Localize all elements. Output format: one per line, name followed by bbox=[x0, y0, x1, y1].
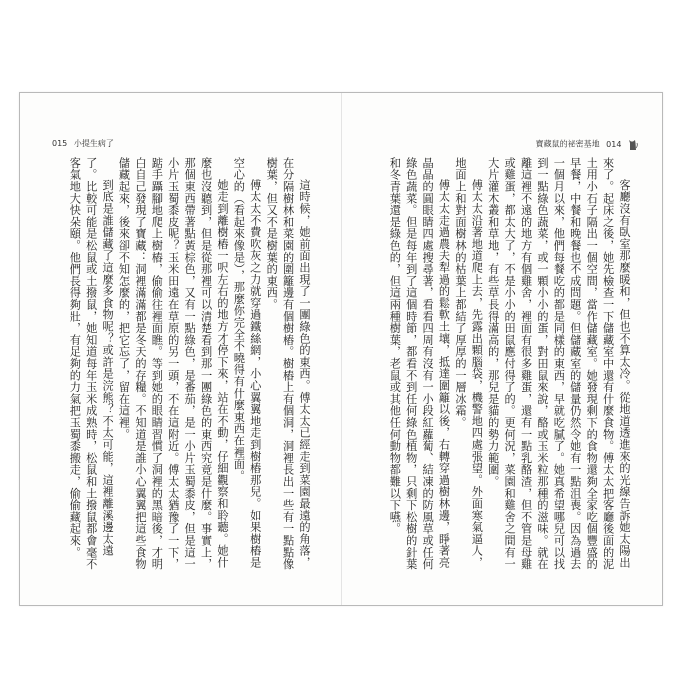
right-paragraph-1: 客廳沒有臥室那麼暖和，但也不算太冷。從地道透進來的光線告訴她太陽出來了。起床之後，她先檢查一下儲藏室中還有什麼食物。傅太太把客廳後面的泥土用小石子隔出一個空間，當作儲藏室。她發現剩下的食物還夠全家吃個豐盛的早餐，中餐和晚餐也不成問題。但儲藏室的儲量仍然令她有一點沮喪。因為過去一個月以來，他們每餐吃的都是同樣的東西，早就吃膩了。她真希望哪兒可以找到一點綠色蔬菜，或一顆小小的蛋，對田鼠來說，酪或玉米粒那種的滋味。就在離這裡不遠的地方有個雞舍，裡面有很多雞蛋，還有一點乳酪渣，但不管是母雞或雞蛋，都太大了，不是小小的田鼠應付得了的。更何況，菜園和雞舍之間有一大片灌木叢和草地，有些草長得滿高的，那兒是貓的勢力範圍。 bbox=[486, 157, 631, 570]
right-paragraph-2: 傅太太沿著地道爬上去，先露出顆腦袋，機警地四處張望。外面寒氣逼人，地面上和對面樹林的枯葉上都結了厚厚的一層冰霜。 bbox=[453, 157, 484, 569]
right-page-text bbox=[366, 157, 632, 577]
left-page-header bbox=[48, 137, 114, 151]
left-page-number: 015 bbox=[52, 139, 68, 148]
right-page bbox=[342, 93, 662, 605]
left-paragraph-1: 這時候，她前面出現了一團綠色的東西。傅太太已經走到菜園最遠的角落，在分隔樹林和菜園的圍籬邊有個樹樁。樹樁上有個洞，洞裡長出一些有一點點像樹葉，但又不是樹葉的東西。 bbox=[265, 157, 311, 570]
left-page bbox=[20, 93, 340, 605]
mouse-emblem-icon bbox=[628, 137, 638, 151]
book-spread bbox=[19, 92, 663, 606]
left-paragraph-2: 傅太太不費吹灰之力就穿過鐵絲網，小心翼翼地走到樹樁那兒。如果樹樁是空心的（看起來像是），那麼你完全不曉得有什麼東西在裡面。 bbox=[232, 157, 262, 569]
right-paragraph-3: 傅太太走過農夫犁過的鬆軟土壤，抵達圍籬以後，右轉穿過樹林邊，睜著亮晶晶的圓眼睛四處搜尋著，看看四周有沒有一小段紅蘿蔔、結凍的防風草或任何綠色蔬菜。但是每年到了這個時節，都看不到任何綠色植物，只剩下松樹的針葉和冬青葉還是綠色的，但這兩種樹葉，老鼠或其他任何動物都難以下嚥。 bbox=[388, 157, 451, 570]
left-running-title: 小提生病了 bbox=[73, 139, 114, 148]
left-page-text bbox=[50, 157, 312, 577]
left-paragraph-3: 她走到離樹樁一呎左右的地方才停下來，站在不動，仔細觀察和聆聽。她什麼也沒聽到，但是從那裡可以清楚看到那一團綠色的東西究竟是什麼。事實上，那個東西帶著點黃棕色，又有一點綠色，是番茄，是一小片玉蜀黍皮，但是這一小片玉蜀黍皮呢？玉米田遠在草原的另一頭，不在這附近。傅太太猶豫了一下，踮手躡腳地爬上樹樁，偷偷往裡面瞧。等到她的眼睛習慣了洞裡的黑暗後，才明白自己發現了寶藏：洞裡滿滿都是冬天的存糧。不知道是誰小心翼翼把這些食物儲藏起來，後來卻不知怎麼的，把它忘了，留在這裡。 bbox=[117, 157, 229, 570]
left-paragraph-4: 到底是誰儲藏了這麼多食物呢？或許是浣熊？不太可能，這裡離溪邊太遠了。比較可能是松鼠或土撥鼠，她知道每年玉米成熟時，松鼠和土撥鼠都會毫不客氣地大快朵頤。他們長得夠壯，有足夠的力氣把玉蜀黍搬走，偷偷藏起來。 bbox=[68, 157, 115, 570]
right-running-title: 寶藏鼠的祕密基地 bbox=[535, 139, 600, 149]
right-page-header bbox=[536, 137, 638, 151]
right-page-number: 014 bbox=[606, 139, 622, 149]
